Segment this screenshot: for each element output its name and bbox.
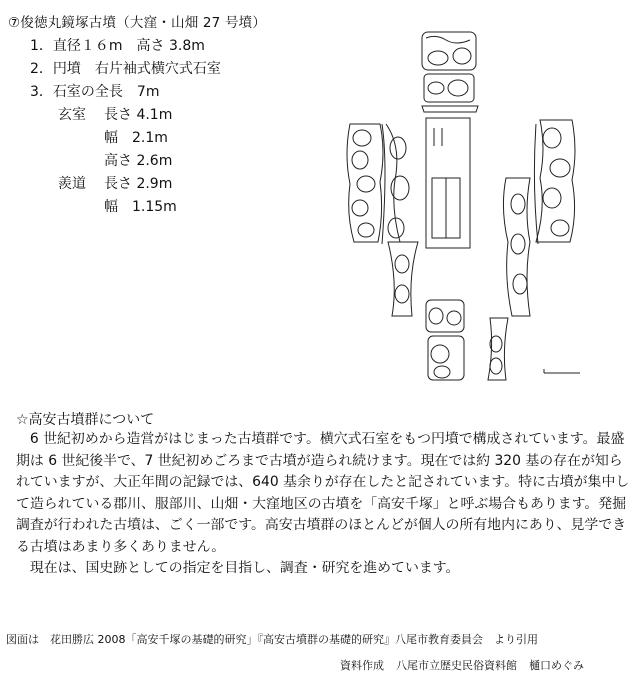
chamber-floor [426,118,470,248]
scale-bar [544,369,580,373]
spec-diameter: 1．直径１６m 高さ 3.8m [30,38,205,54]
spec-type: 2．円墳 右片袖式横穴式石室 [30,61,221,77]
paragraph-history: 6 世紀初めから造営がはじまった古墳群です。横穴式石室をもつ円墳で構成されています。最盛期は 6 世紀後半で、7 世紀初めごろまで古墳が造られ続けます。現在では約 320 基の存在が知られていますが、大正年間の記録では、640 基余りが存在したと記されています。特に古墳が集中して造られている郡川、服部川、山畑・大窪地区の古墳を「高安千塚」と呼ぶ場合もあります。発掘調査が行われた古墳は、ごく一部です。高安古墳群のほとんどが個人の所有地内にあり、見学できる古墳はあまり多くありません。 [16,431,630,555]
spec-total-length: 3．石室の全長 7m [30,84,160,100]
figure-citation: 図面は 花田勝広 2008「高安千塚の基礎的研究」『高安古墳群の基礎的研究』八尾市教育委員会 より引用 [6,633,538,646]
genshitsu-height: 高さ 2.6m [104,153,173,169]
sendo-width: 幅 1.15m [104,199,177,215]
sendo-label: 羨道 [58,176,86,192]
entrance-stones [426,300,508,380]
genshitsu-length: 長さ 4.1m [104,107,173,123]
credit-org: 八尾市立歴史民俗資料館 [396,659,517,672]
credit-line [340,657,584,673]
credit-label: 資料作成 [340,659,384,672]
section-body [16,429,630,580]
genshitsu-width: 幅 2.1m [104,130,168,146]
section-heading: ☆高安古墳群について [16,412,155,428]
sendo-length: 長さ 2.9m [104,176,173,192]
page-title: ⑦俊徳丸鏡塚古墳（大窪・山畑 27 号墳） [8,15,267,31]
genshitsu-label: 玄室 [58,107,86,123]
left-wall-stones [347,124,418,316]
stone-chamber-plan-drawing [330,28,600,388]
rear-wall-stones [422,32,478,112]
right-wall-stones [503,120,575,316]
paragraph-status: 現在は、国史跡としての指定を目指し、調査・研究を進めています。 [29,560,460,576]
credit-name: 樋口めぐみ [529,659,584,672]
